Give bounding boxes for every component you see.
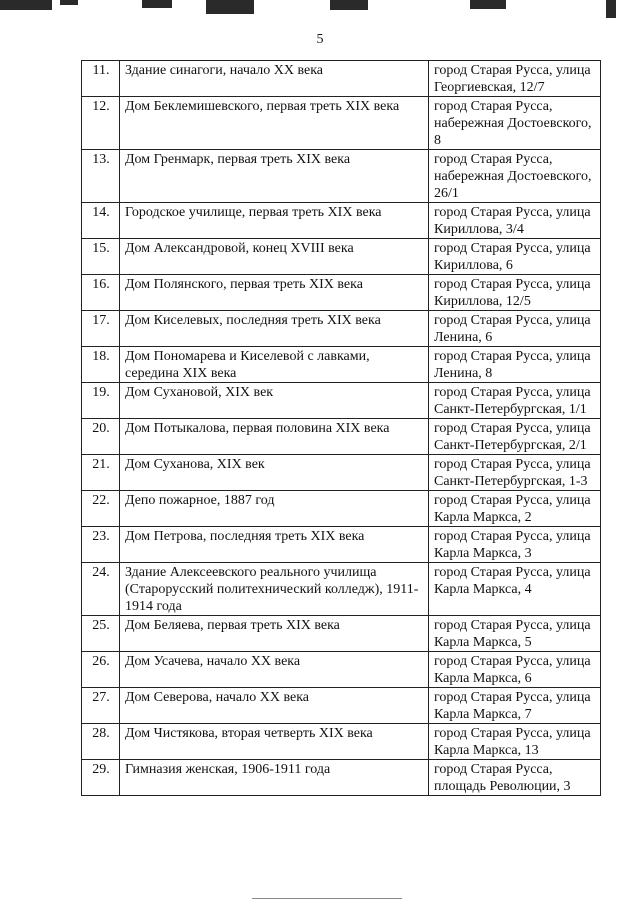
row-number: 20. — [82, 419, 120, 455]
monument-name: Дом Северова, начало XX века — [120, 688, 429, 724]
monument-name: Дом Усачева, начало XX века — [120, 652, 429, 688]
scan-top-edge — [0, 0, 640, 22]
table-row — [82, 760, 601, 796]
monument-name: Дом Петрова, последняя треть XIX века — [120, 527, 429, 563]
table-row — [82, 61, 601, 97]
table-row — [82, 724, 601, 760]
table-row — [82, 616, 601, 652]
row-number: 16. — [82, 275, 120, 311]
row-number: 29. — [82, 760, 120, 796]
scan-bottom-speck — [252, 898, 402, 899]
row-number: 18. — [82, 347, 120, 383]
monuments-table-body — [82, 61, 601, 796]
row-number: 22. — [82, 491, 120, 527]
table-row — [82, 275, 601, 311]
table-row — [82, 527, 601, 563]
monument-name: Дом Суханова, XIX век — [120, 455, 429, 491]
table-row — [82, 688, 601, 724]
row-number: 26. — [82, 652, 120, 688]
table-row — [82, 455, 601, 491]
monument-name: Депо пожарное, 1887 год — [120, 491, 429, 527]
monument-address: город Старая Русса, улица Ленина, 8 — [429, 347, 601, 383]
monument-address: город Старая Русса, улица Кириллова, 6 — [429, 239, 601, 275]
row-number: 19. — [82, 383, 120, 419]
monument-address: город Старая Русса, улица Карла Маркса, 3 — [429, 527, 601, 563]
monuments-table — [81, 60, 601, 796]
monument-address: город Старая Русса, улица Карла Маркса, 13 — [429, 724, 601, 760]
row-number: 14. — [82, 203, 120, 239]
monument-name: Дом Александровой, конец XVIII века — [120, 239, 429, 275]
table-row — [82, 311, 601, 347]
monument-address: город Старая Русса, улица Карла Маркса, 2 — [429, 491, 601, 527]
monument-address: город Старая Русса, улица Санкт-Петербургская, 1-3 — [429, 455, 601, 491]
table-row — [82, 203, 601, 239]
row-number: 11. — [82, 61, 120, 97]
monument-name: Городское училище, первая треть XIX века — [120, 203, 429, 239]
monument-address: город Старая Русса, улица Санкт-Петербургская, 2/1 — [429, 419, 601, 455]
table-row — [82, 97, 601, 150]
monument-address: город Старая Русса, улица Кириллова, 12/5 — [429, 275, 601, 311]
monument-name: Дом Пономарева и Киселевой с лавками, середина XIX века — [120, 347, 429, 383]
monument-address: город Старая Русса, улица Санкт-Петербургская, 1/1 — [429, 383, 601, 419]
table-row — [82, 239, 601, 275]
table-row — [82, 491, 601, 527]
monument-name: Дом Киселевых, последняя треть XIX века — [120, 311, 429, 347]
table-row — [82, 419, 601, 455]
monument-address: город Старая Русса, улица Карла Маркса, 5 — [429, 616, 601, 652]
monument-address: город Старая Русса, улица Карла Маркса, 6 — [429, 652, 601, 688]
monument-address: город Старая Русса, площадь Революции, 3 — [429, 760, 601, 796]
monument-address: город Старая Русса, улица Георгиевская, 12/7 — [429, 61, 601, 97]
row-number: 12. — [82, 97, 120, 150]
row-number: 25. — [82, 616, 120, 652]
row-number: 15. — [82, 239, 120, 275]
monument-address: город Старая Русса, улица Ленина, 6 — [429, 311, 601, 347]
monument-address: город Старая Русса, улица Карла Маркса, 7 — [429, 688, 601, 724]
monument-name: Дом Беклемишевского, первая треть XIX века — [120, 97, 429, 150]
monument-name: Здание Алексеевского реального училища (Старорусский политехнический колледж), 1911-1914 года — [120, 563, 429, 616]
monument-address: город Старая Русса, улица Карла Маркса, 4 — [429, 563, 601, 616]
table-row — [82, 150, 601, 203]
table-row — [82, 347, 601, 383]
monument-name: Здание синагоги, начало XX века — [120, 61, 429, 97]
row-number: 24. — [82, 563, 120, 616]
row-number: 27. — [82, 688, 120, 724]
monument-name: Дом Сухановой, XIX век — [120, 383, 429, 419]
table-row — [82, 383, 601, 419]
row-number: 17. — [82, 311, 120, 347]
monument-name: Дом Гренмарк, первая треть XIX века — [120, 150, 429, 203]
monument-name: Дом Потыкалова, первая половина XIX века — [120, 419, 429, 455]
monument-name: Дом Полянского, первая треть XIX века — [120, 275, 429, 311]
monument-name: Дом Беляева, первая треть XIX века — [120, 616, 429, 652]
monument-name: Гимназия женская, 1906-1911 года — [120, 760, 429, 796]
table-row — [82, 563, 601, 616]
row-number: 23. — [82, 527, 120, 563]
table-row — [82, 652, 601, 688]
monument-address: город Старая Русса, набережная Достоевского, 26/1 — [429, 150, 601, 203]
row-number: 13. — [82, 150, 120, 203]
monument-address: город Старая Русса, набережная Достоевского, 8 — [429, 97, 601, 150]
row-number: 28. — [82, 724, 120, 760]
monument-name: Дом Чистякова, вторая четверть XIX века — [120, 724, 429, 760]
page-number: 5 — [316, 32, 324, 47]
row-number: 21. — [82, 455, 120, 491]
monument-address: город Старая Русса, улица Кириллова, 3/4 — [429, 203, 601, 239]
